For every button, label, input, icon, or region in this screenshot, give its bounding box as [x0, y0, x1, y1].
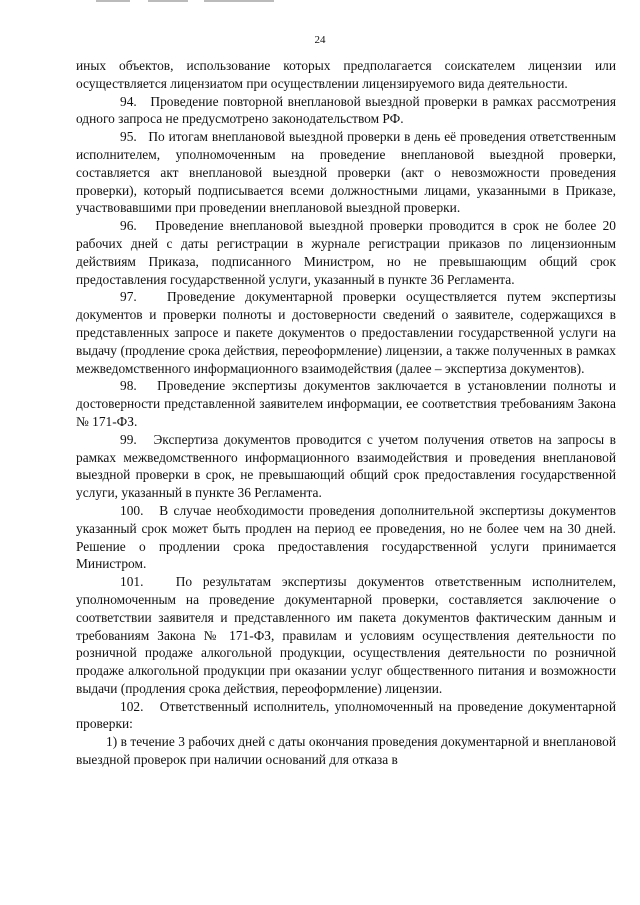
scan-artifact-marks	[96, 0, 296, 4]
paragraph-94: 94. Проведение повторной внеплановой выездной проверки в рамках рассмотрения одного запроса не предусмотрено законодательством РФ.	[76, 93, 616, 127]
paragraph-95: 95. По итогам внеплановой выездной проверки в день её проведения ответственным исполнителем, уполномоченным на проведение внеплановой выездной проверки, составляется акт внеплановой выездной проверки (акт о невозможности проведения проверки), который подписывается всеми должностными лицами, указанными в Приказе, участвовавшими при проведении внеплановой выездной проверки.	[76, 129, 616, 216]
page-number: 24	[314, 34, 326, 46]
paragraph-100: 100. В случае необходимости проведения дополнительной экспертизы документов указанный срок может быть продлен на период ее проведения, но не более чем на 30 дней. Решение о продлении срока предоставления государственной услуги принимается Министром.	[76, 502, 616, 572]
paragraph-96: 96. Проведение внеплановой выездной проверки проводится в срок не более 20 рабочих дней с даты регистрации в журнале регистрации приказов по лицензионным действиям Приказа, подписанного Министром, но не превышающим общий срок предоставления государственной услуги, указанный в пункте 36 Регламента.	[76, 218, 616, 287]
paragraph-102: 102. Ответственный исполнитель, уполномоченный на проведение документарной проверки:	[76, 698, 616, 732]
document-body	[76, 57, 616, 769]
paragraph-99: 99. Экспертиза документов проводится с учетом получения ответов на запросы в рамках межведомственного информационного взаимодействия и проведения внеплановой выездной проверки в срок, не превышающий общий срок предоставления государственной услуги, указанный в пункте 36 Регламента.	[76, 431, 616, 501]
paragraph-continuation: иных объектов, использование которых предполагается соискателем лицензии или осуществляется лицензиатом при осуществлении лицензируемого вида деятельности.	[76, 58, 616, 91]
subparagraph-102-1: 1) в течение 3 рабочих дней с даты окончания проведения документарной и внеплановой выездной проверок при наличии оснований для отказа в	[76, 734, 616, 768]
paragraph-101: 101. По результатам экспертизы документов ответственным исполнителем, уполномоченным на проведение документарной проверки, составляется заключение о соответствии заявителя и представленного им пакета документов фактическим данным и требованиям Закона № 171-ФЗ, правилам и условиям осуществления деятельности по розничной продаже алкогольной продукции, осуществления деятельности по розничной продаже алкогольной продукции при оказании услуг общественного питания и возможности выдачи (продления срока действия, переоформление) лицензии.	[76, 574, 616, 696]
paragraph-98: 98. Проведение экспертизы документов заключается в установлении полноты и достоверности представленной заявителем информации, ее соответствия требованиям Закона № 171-ФЗ.	[76, 378, 616, 429]
paragraph-97: 97. Проведение документарной проверки осуществляется путем экспертизы документов и проверки полноты и достоверности сведений о заявителе, содержащихся в представленных запросе и пакете документов о предоставлении государственной услуги на выдачу (продление срока действия, переоформление) лицензии, а также полученных в рамках межведомственного информационного взаимодействия (далее – экспертиза документов).	[76, 289, 616, 376]
